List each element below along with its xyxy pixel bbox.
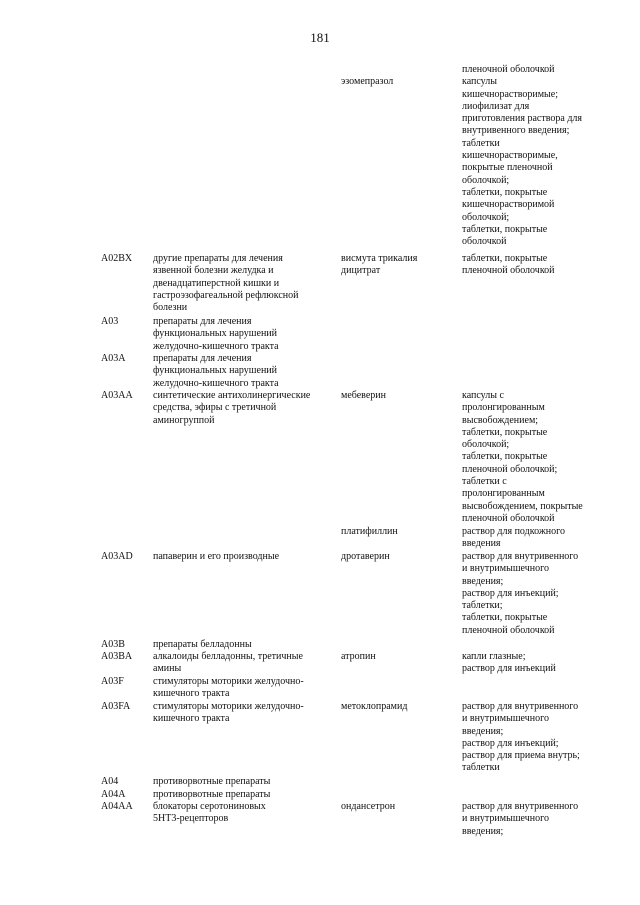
atc-group: препараты для лечения функциональных нарушений желудочно-кишечного тракта: [153, 353, 279, 389]
drug-name: мебеверин: [341, 390, 386, 401]
drug-name: висмута трикалия дицитрат: [341, 253, 418, 277]
atc-group: другие препараты для лечения язвенной болезни желудка и двенадцатиперстной кишки и гастроэзофагеальной рефлюксной болезни: [153, 253, 299, 314]
drug-name: атропин: [341, 651, 376, 662]
page-number: 181: [310, 30, 330, 45]
dosage-form: раствор для внутривенного и внутримышечного введения;: [462, 801, 579, 837]
atc-group: стимуляторы моторики желудочно- кишечного тракта: [153, 676, 304, 700]
drug-name: платифиллин: [341, 526, 398, 537]
atc-code: A04A: [101, 789, 126, 800]
atc-code: A04AA: [101, 801, 133, 812]
atc-code: A03FA: [101, 701, 131, 712]
atc-group: противорвотные препараты: [153, 776, 271, 787]
atc-code: A03A: [101, 353, 126, 364]
atc-group: стимуляторы моторики желудочно- кишечного тракта: [153, 701, 304, 725]
dosage-form: раствор для внутривенного и внутримышечного введения; раствор для инъекций; таблетки; таблетки, покрытые пленочной оболочкой: [462, 551, 579, 636]
atc-code: A03AD: [101, 551, 133, 562]
atc-group: противорвотные препараты: [153, 789, 271, 800]
atc-code: A03B: [101, 639, 125, 650]
drug-name: метоклопрамид: [341, 701, 408, 712]
atc-code: A03F: [101, 676, 124, 687]
drug-name: эзомепразол: [341, 76, 394, 87]
dosage-form: пленочной оболочкой капсулы кишечнорастворимые; лиофилизат для приготовления раствора для внутривенного введения; таблетки кишечнорастворимые, покрытые пленочной оболочкой; таблетки, покрытые кишечнорастворимой оболочкой; таблетки, покрытые оболочкой: [462, 64, 582, 248]
atc-group: блокаторы серотониновых 5HT3-рецепторов: [153, 801, 266, 825]
atc-code: A04: [101, 776, 119, 787]
atc-code: A03AA: [101, 390, 133, 401]
atc-group: синтетические антихолинергические средства, эфиры с третичной аминогруппой: [153, 390, 311, 426]
dosage-form: капли глазные; раствор для инъекций: [462, 651, 556, 675]
atc-code: A03BA: [101, 651, 133, 662]
atc-code: A03: [101, 316, 119, 327]
dosage-form: раствор для внутривенного и внутримышечного введения; раствор для инъекций; раствор для приема внутрь; таблетки: [462, 701, 580, 774]
atc-group: алкалоиды белладонны, третичные амины: [153, 651, 303, 675]
drug-name: ондансетрон: [341, 801, 396, 812]
atc-code: A02BX: [101, 253, 133, 264]
drug-name: дротаверин: [341, 551, 390, 562]
atc-group: препараты для лечения функциональных нарушений желудочно-кишечного тракта: [153, 316, 279, 352]
dosage-form: раствор для подкожного введения: [462, 526, 565, 550]
atc-group: препараты белладонны: [153, 639, 252, 650]
dosage-form: капсулы с пролонгированным высвобождением; таблетки, покрытые оболочкой; таблетки, покрытые пленочной оболочкой; таблетки с пролонгированным высвобождением, покрытые пленочной оболочкой: [462, 390, 583, 524]
dosage-form: таблетки, покрытые пленочной оболочкой: [462, 253, 555, 277]
atc-group: папаверин и его производные: [153, 551, 280, 562]
